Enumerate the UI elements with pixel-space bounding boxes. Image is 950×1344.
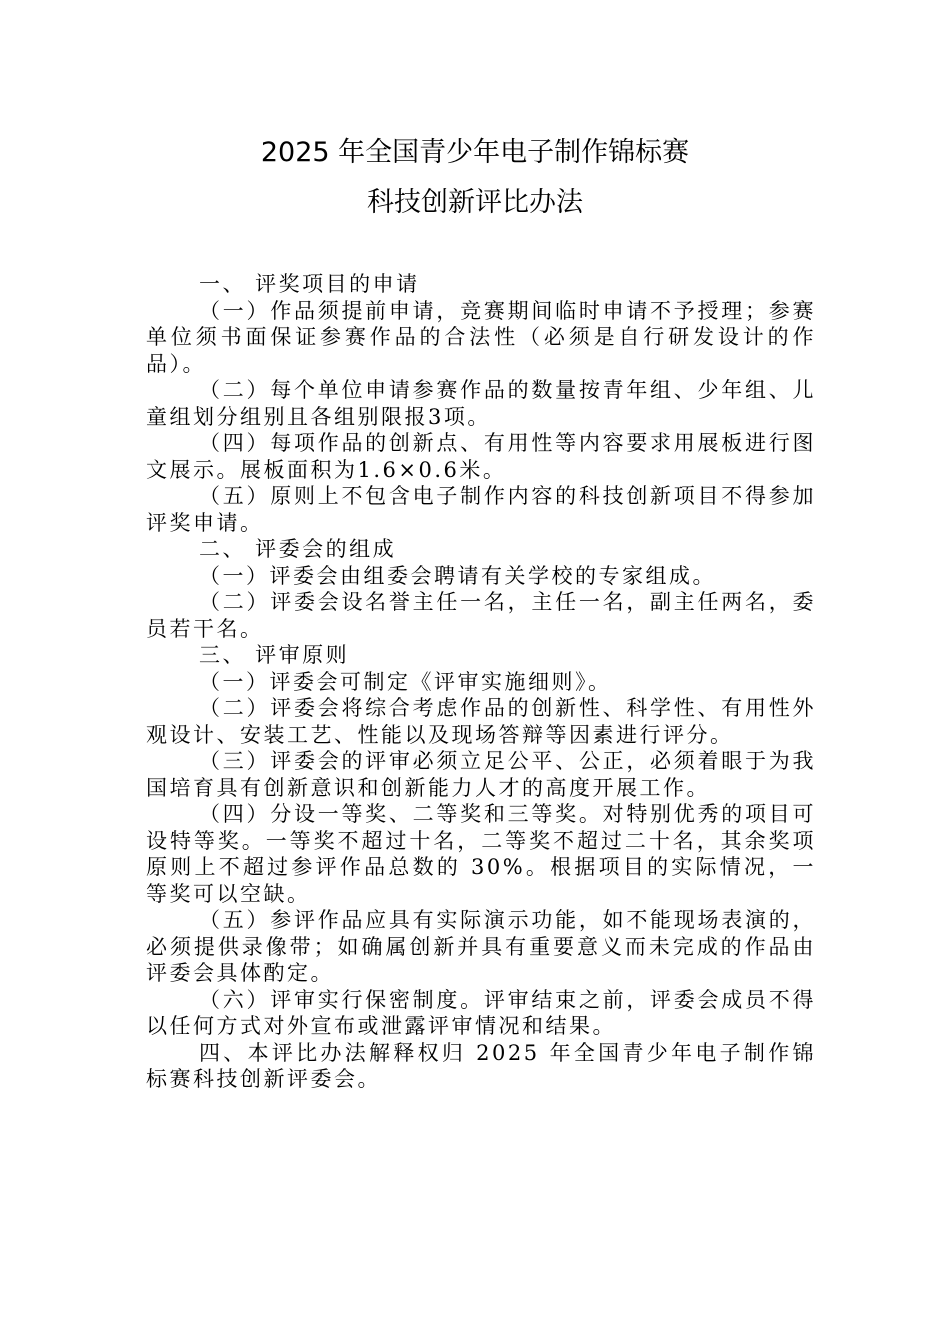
paragraph: （二）评委会将综合考虑作品的创新性、科学性、有用性外观设计、安装工艺、性能以及现场答辩等因素进行评分。 bbox=[146, 696, 816, 747]
paragraph: （二）每个单位申请参赛作品的数量按青年组、少年组、儿童组划分组别且各组别限报3项。 bbox=[146, 378, 816, 429]
paragraph: （一）评委会可制定《评审实施细则》。 bbox=[199, 669, 612, 694]
document-subtitle: 科技创新评比办法 bbox=[367, 187, 583, 218]
document-body bbox=[146, 271, 816, 1093]
section-heading-3: 三、 评审原则 bbox=[199, 643, 350, 667]
paragraph: （四）分设一等奖、二等奖和三等奖。对特别优秀的项目可设特等奖。一等奖不超过十名，二等奖不超过二十名，其余奖项原则上不超过参评作品总数的 30%。根据项目的实际情况，一等奖可以空缺。 bbox=[146, 802, 816, 906]
section-heading-2: 二、 评委会的组成 bbox=[199, 537, 397, 561]
section-heading-1: 一、 评奖项目的申请 bbox=[199, 272, 420, 296]
paragraph: （五）参评作品应具有实际演示功能，如不能现场表演的，必须提供录像带；如确属创新并具有重要意义而未完成的作品由评委会具体酌定。 bbox=[146, 908, 816, 985]
document-title: 2025 年全国青少年电子制作锦标赛 bbox=[260, 137, 690, 168]
paragraph: （一）评委会由组委会聘请有关学校的专家组成。 bbox=[199, 563, 716, 588]
paragraph: （一）作品须提前申请，竞赛期间临时申请不予授理；参赛单位须书面保证参赛作品的合法性（必须是自行研发设计的作品）。 bbox=[146, 298, 816, 376]
paragraph: （四）每项作品的创新点、有用性等内容要求用展板进行图文展示。展板面积为1.6×0.6米。 bbox=[146, 431, 816, 482]
section-heading-4: 四、本评比办法解释权归 2025 年全国青少年电子制作锦标赛科技创新评委会。 bbox=[146, 1040, 816, 1091]
paragraph: （三）评委会的评审必须立足公平、公正，必须着眼于为我国培育具有创新意识和创新能力人才的高度开展工作。 bbox=[146, 749, 816, 800]
paragraph: （五）原则上不包含电子制作内容的科技创新项目不得参加评奖申请。 bbox=[146, 484, 816, 535]
paragraph: （二）评委会设名誉主任一名，主任一名，副主任两名，委员若干名。 bbox=[146, 590, 816, 641]
paragraph: （六）评审实行保密制度。评审结束之前，评委会成员不得以任何方式对外宣布或泄露评审情况和结果。 bbox=[146, 987, 816, 1038]
